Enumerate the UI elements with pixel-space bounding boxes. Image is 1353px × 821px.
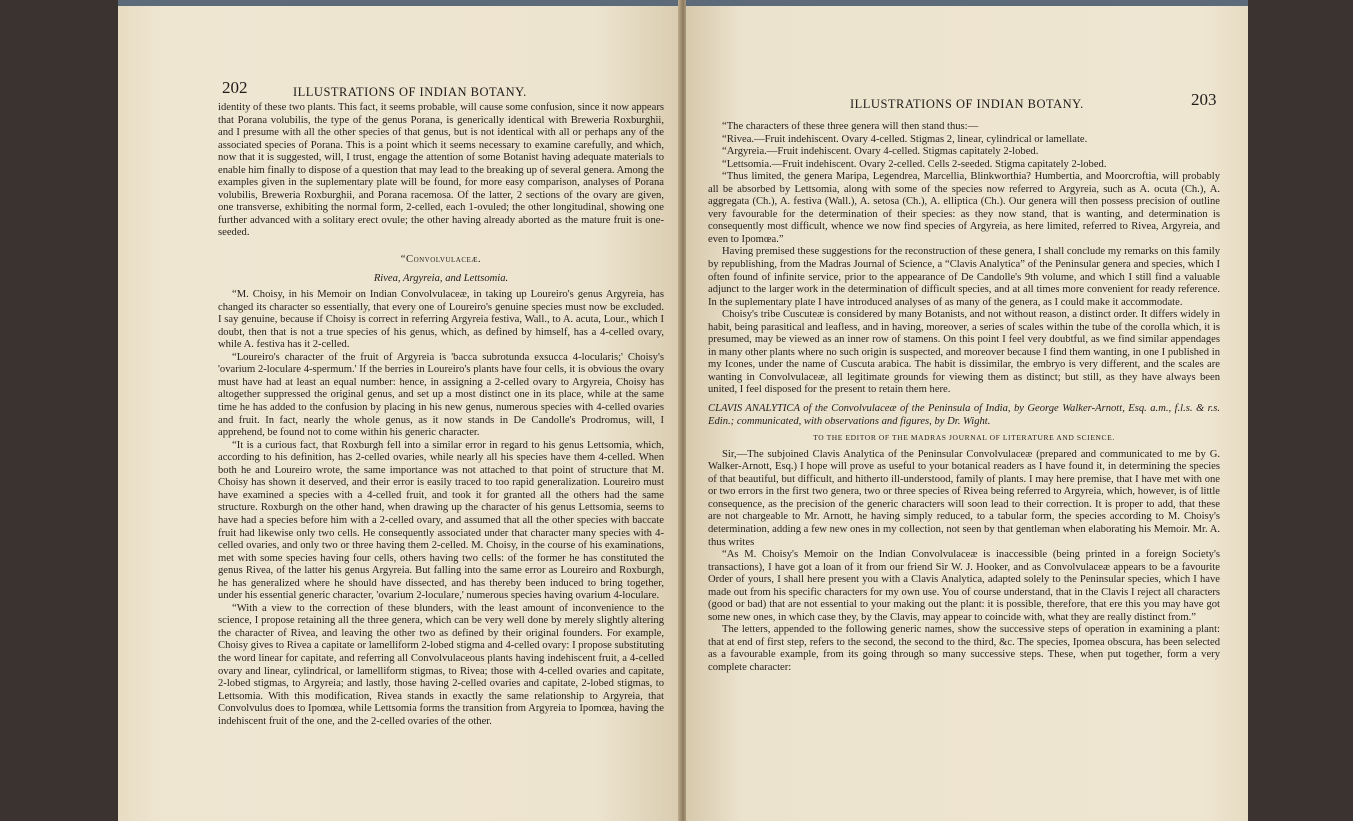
- paragraph: “As M. Choisy's Memoir on the Indian Convolvulaceæ is inaccessible (being printed in a foreign Society's transactions), I have got a loan of it from our friend Sir W. J. Hooker, and as Convolvulaceæ appears to be a favourite Order of yours, I shall here present you with a Clavis Analytica, adapted solely to the Peninsular species, which I have made out from his specific characters for my own use. You of course understand, that in the Clavis I reject all characters (good or bad) that are not essential to your making out the plant: it is possible, therefore, that ere this you may have got some new ones, in which case they, by the Clavis, may appear to coincide with, what they are really distinct from.”: [708, 549, 1220, 623]
- page-number-right: 203: [1191, 90, 1217, 109]
- paragraph: identity of these two plants. This fact, it seems probable, will cause some confusion, since it now appears that Porana volubilis, the type of the genus Porana, is generically identical with Breweria Roxburghii, and I presume with all the other species of that genus, but is not identical with all or perhaps any of the associated species of Porana. This is a point which it seems necessary to examine carefully, and which, now that it is suggested, will, I trust, engage the attention of some Botanist having adequate materials to enable him finally to dispose of a question that may lead to the breaking up of several genera. Among the examples given in the suplementary plate will be found, for more easy comparison, analyses of Porana volubilis, Breweria Roxburghii, and Porana racemosa. Of the latter, 2 sections of the ovary are given, one transverse, exhibiting the normal form, 2-celled, each 1-ovuled; the other longitudinal, showing one further advanced with a solitary erect ovule; the other having already aborted as the mature fruit is one-seeded.: [218, 102, 664, 239]
- page-number-left: 202: [222, 78, 248, 97]
- genus-character: “Lettsomia.—Fruit indehiscent. Ovary 2-celled. Cells 2-seeded. Stigma capitately 2-lobed.: [722, 158, 1107, 170]
- paragraph: “Thus limited, the genera Maripa, Legendrea, Marcellia, Blinkworthia? Humbertia, and Moorcroftia, will probably all be absorbed by Lettsomia, along with some of the species now referred to Argyreia, such as A. ocuta (Ch.), A. aggregata (Ch.), A. festiva (Wall.), A. setosa (Ch.), A. elliptica (Ch.). Our genera will then possess precision of outline very favourable for the determination of their species: as they now stand, that is wanting, and determination is consequently most difficult, whence we now find species of Argyreia, as here limited, referred to Rivea, Argyreia, and even to Ipomœa.”: [708, 171, 1220, 245]
- right-page: [686, 0, 1248, 821]
- paragraph: “With a view to the correction of these blunders, with the least amount of inconvenience to the science, I propose retaining all the three genera, which can be very well done by merely slightly altering the character of Rivea, and leaving the other two as defined by their original founders. For example, Choisy gives to Rivea a capitate or lamelliform 2-lobed stigma and 4-celled ovary: I propose substituting the word linear for capitate, and referring all Convolvulaceous plants having indehiscent fruit, a 4-celled ovary and linear, cylindrical, or lamelliform stigmas, to Rivea; those with 4-celled ovaries and capitate, 2-lobed stigmas, to Argyreia; and lastly, those having 2-celled ovaries and capitate, 2-lobed stigmas, to Lettsomia. With this modification, Rivea stands in exactly the same relationship to Argyreia, that Convolvulus does to Ipomœa, while Lettsomia forms the transition from Argyreia to Ipomœa, having the indehiscent fruit of the one, and the 2-celled ovaries of the other.: [218, 602, 664, 727]
- paragraph: The letters, appended to the following generic names, show the successive steps of operation in examining a plant: that at end of first step, refers to the second, the second to the third, &c. The species, Ipomea obscura, has been selected as a favourable example, from its going through so many successive steps. These, when put together, form a very complete character:: [708, 624, 1220, 673]
- section-title: “Convolvulaceæ.: [400, 254, 482, 266]
- genus-character: “Argyreia.—Fruit indehiscent. Ovary 4-celled. Stigmas capitately 2-lobed.: [722, 146, 1039, 158]
- editor-address: TO THE EDITOR OF THE MADRAS JOURNAL OF LITERATURE AND SCIENCE.: [813, 433, 1115, 443]
- paragraph: Choisy's tribe Cuscuteæ is considered by many Botanists, and not without reason, a distinct order. It differs widely in habit, being parasitical and leafless, and in having, moreover, a series of scales within the tube of the corolla which, it is presumed, may be viewed as an inner row of stamens. On this point I feel very doubtful, as we find similar appendages in many other plants where no such origin is suspected, and moreover because I find them wanting, in one I published in my Icones, under the name of Cuscuta arabica. The habit is dissimilar, the embryo is very different, and the scales are wanting in Convolvulaceæ, all legitimate grounds for viewing them as distinct; but still, as they have always been united, I feel disposed for the present to retain them here.: [708, 309, 1220, 396]
- genus-character: “Rivea.—Fruit indehiscent. Ovary 4-celled. Stigmas 2, linear, cylindrical or lamellate.: [722, 133, 1088, 145]
- paragraph: “The characters of these three genera will then stand thus:—: [722, 121, 979, 132]
- paragraph: “It is a curious fact, that Roxburgh fell into a similar error in regard to his genus Lettsomia, which, according to his definition, has 2-celled ovaries, while nearly all his species have them 4-celled. When both he and Loureiro wrote, the same importance was not attached to that point of structure that M. Choisy has shown it deserved, and their error is easily traced to too rapid generalization. Loureiro must have examined a species with a 4-celled fruit, and took it for granted all the others had the same structure. Roxburgh on the other hand, when drawing up the character of his genus Lettsomia, seems to have had a species before him with a 2-celled ovary, and assumed that all the other species with baccate fruit had likewise only two cells. He consequently associated under that character many species with 4-celled ovaries, and only two or three having them 2-celled. M. Choisy, in the course of his examinations, met with some species having four cells, others having two cells: of the former he has constituted the genus Rivea, of the latter his genus Argyreia. But falling into the same error as Loureiro and Roxburgh, he has generalized where he should have dissected, and has thereby been induced to bring together, under his essential generic character, 'ovarium 2-loculare,' numerous species having ovarium 4-loculare.: [218, 439, 664, 602]
- clavis-heading: CLAVIS ANALYTICA of the Convolvulaceæ of the Peninsula of India, by George Walker-Arnott, Esq. a.m., f.l.s. & r.s. Edin.; communicated, with observations and figures, by Dr. Wight.: [708, 403, 1220, 427]
- left-page: [118, 0, 680, 821]
- section-subtitle: Rivea, Argyreia, and Lettsomia.: [373, 272, 509, 284]
- right-column: [708, 121, 1220, 675]
- page-top-edge: [686, 0, 1248, 6]
- running-head-right: ILLUSTRATIONS OF INDIAN BOTANY.: [850, 97, 1084, 111]
- paragraph: “Loureiro's character of the fruit of Argyreia is 'bacca subrotunda exsucca 4-locularis;' Choisy's 'ovarium 2-loculare 4-spermum.' If the berries in Loureiro's plants have four cells, it is obvious the ovary must have had at least an equal number: hence, in assigning a 2-celled ovary to Argyreia, Choisy has altogether suppressed the original genus, and set up a most distinct one in its place, while at the same time he has added to the confusion by placing in his new genus, numerous species with 4-celled ovaries and fruit. In fact, nearly the whole genus, as it now stands in De Candolle's Prodromus, will, I apprehend, be found not to come within his generic character.: [218, 351, 664, 439]
- open-book: [118, 0, 1248, 821]
- running-head-left: ILLUSTRATIONS OF INDIAN BOTANY.: [293, 85, 527, 99]
- paragraph: “M. Choisy, in his Memoir on Indian Convolvulaceæ, in taking up Loureiro's genus Argyreia, has changed its character so essentially, that every one of Loureiro's genuine species must now be excluded. I say genuine, because if Choisy is correct in referring Argyreia festiva, Wall., to A. acuta, Lour., which I doubt, then that is not a true species of his genus, which, as defined by himself, has a 4-celled ovary, while A. festiva has it 2-celled.: [218, 289, 664, 351]
- page-top-edge: [118, 0, 680, 6]
- paragraph: Having premised these suggestions for the reconstruction of these genera, I shall conclude my remarks on this family by republishing, from the Madras Journal of Science, a “Clavis Analytica” of the Peninsular genera and species, which I often found of infinite service, prior to the appearance of De Candolle's 9th volume, and which I still find a valuable adjunct to the larger work in the determination of difficult species, and at all times more convenient for ready reference. In the suplementary plate I have introduced analyses of as many of the genera, as I could make it accommodate.: [708, 246, 1220, 308]
- left-column: [218, 102, 664, 728]
- paragraph: Sir,—The subjoined Clavis Analytica of the Peninsular Convolvulaceæ (prepared and communicated to me by G. Walker-Arnott, Esq.) I hope will prove as useful to your botanical readers as I have found it, in determining the species of that beautiful, but difficult, and hitherto ill-understood, family of plants. I may here premise, that I have met with one or two errors in the first two genera, two or three species of Rivea being referred to Argyreia, which, however, is of little consequence, as the precision of the generic characters will soon lead to their correction. It is proper to add, that these are not chargeable to Mr. Arnott, he having simply reduced, to a tabular form, the species according to M. Choisy's determination, adding a few new ones in my collection, not seen by that gentleman when elaborating his Memoir. Mr. A. thus writes: [708, 448, 1220, 548]
